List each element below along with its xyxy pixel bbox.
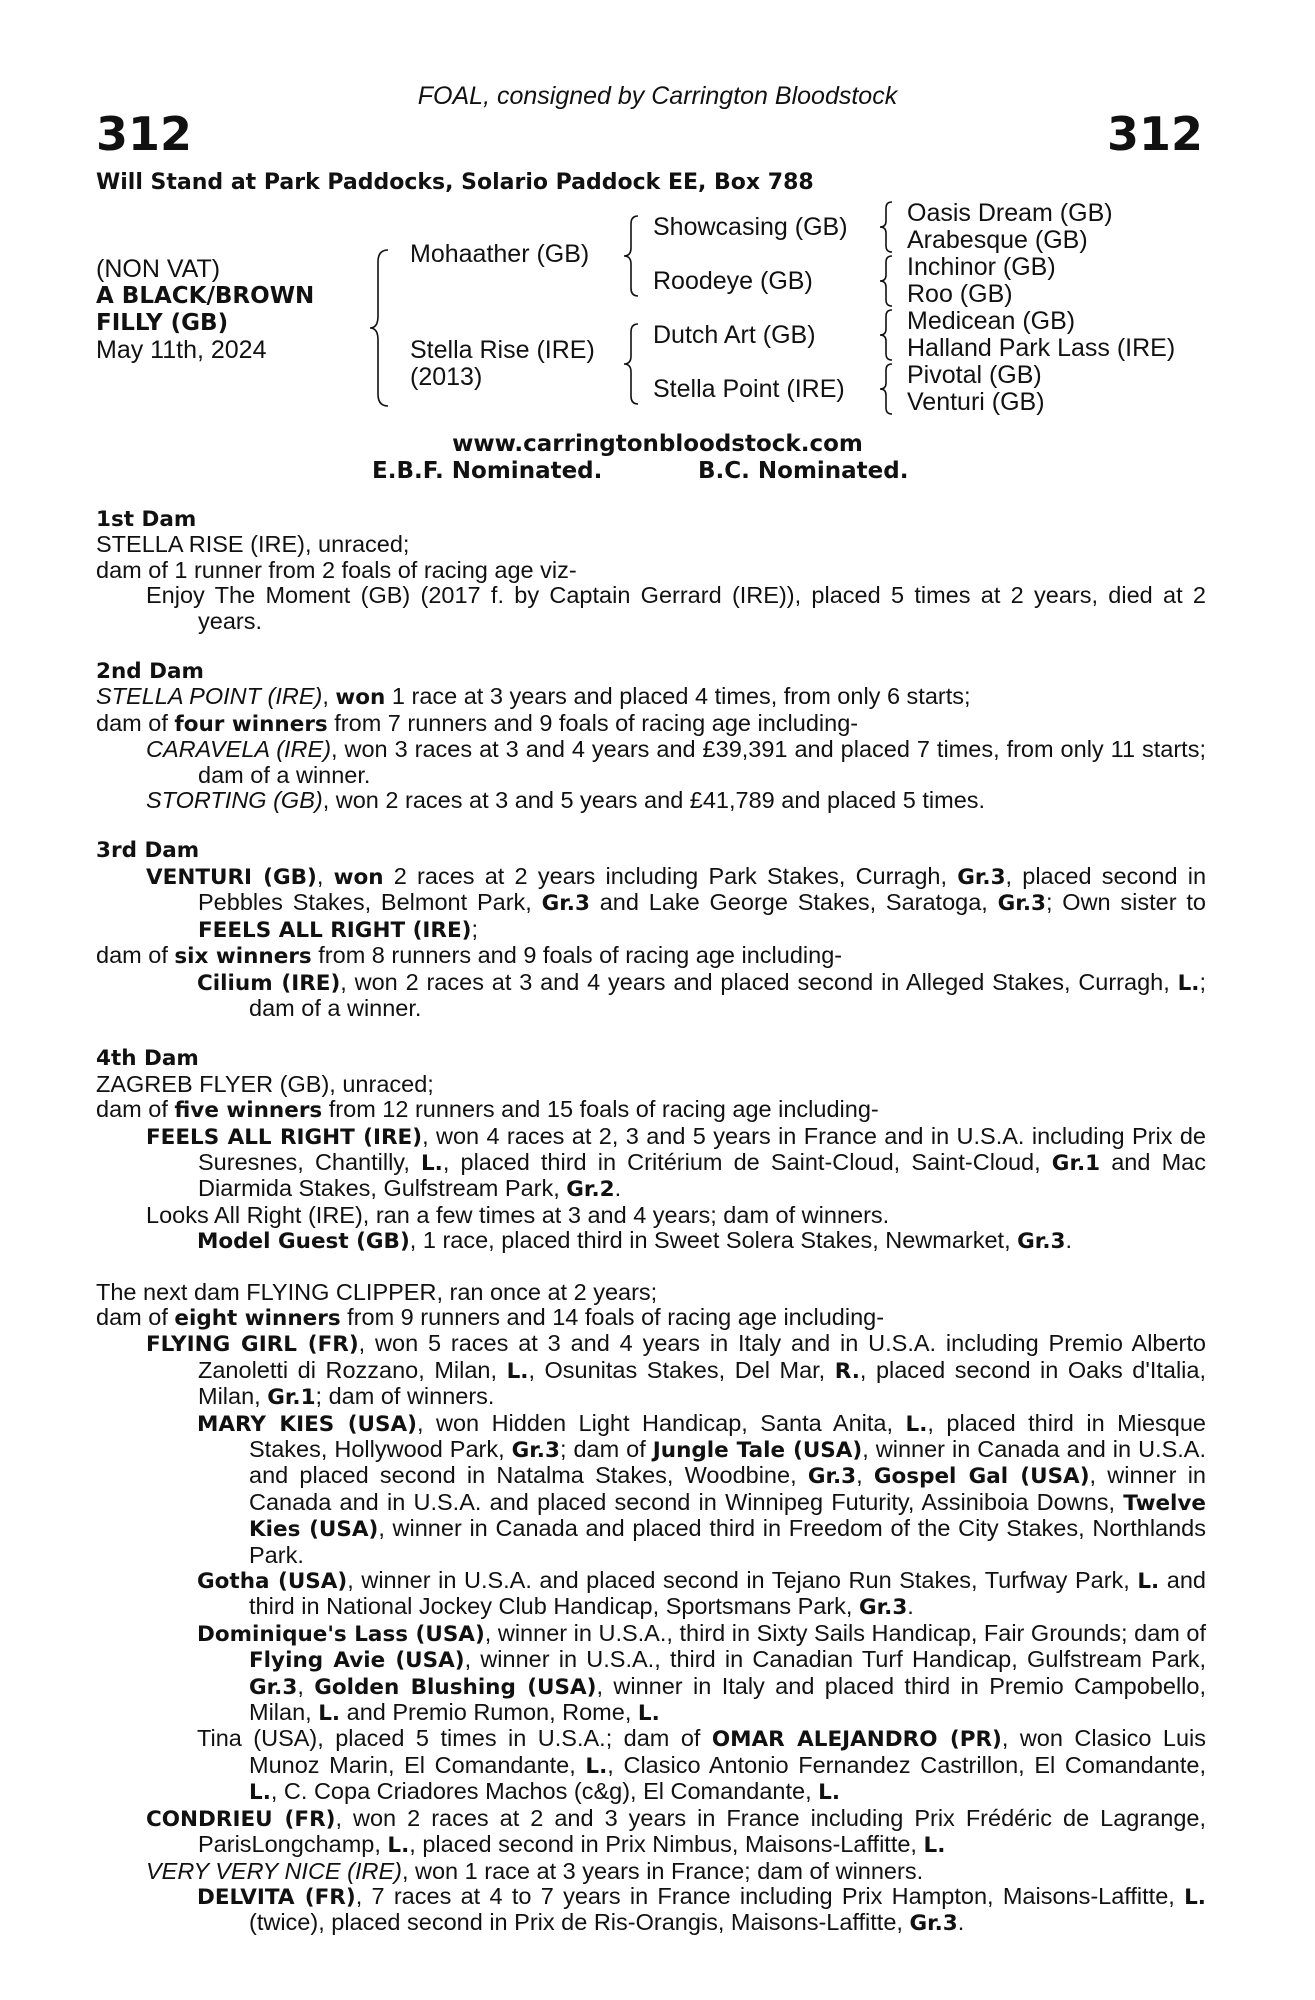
- stabling-location: Will Stand at Park Paddocks, Solario Paddock EE, Box 788: [96, 170, 814, 195]
- text-fragment: ,: [316, 862, 334, 889]
- text-fragment: , winner in Italy and placed third in Premio Campobello, Milan,: [249, 1672, 1206, 1726]
- pedigree-ds-dam: Halland Park Lass (IRE): [907, 334, 1176, 362]
- text-fragment: , won Hidden Light Handicap, Santa Anita,: [416, 1409, 906, 1436]
- next-dam-produce-dominiques-lass: [96, 1621, 1206, 1727]
- pedigree-sire: Mohaather (GB): [410, 240, 590, 268]
- first-dam-produce-summary: dam of 1 runner from 2 foals of racing age viz-: [96, 556, 577, 583]
- second-dam-produce-summary: [96, 711, 1206, 737]
- text-fragment: Gospel Gal (USA): [873, 1464, 1090, 1490]
- text-fragment: , Osunitas Stakes, Del Mar,: [528, 1356, 835, 1383]
- text-fragment: OMAR ALEJANDRO (PR): [711, 1727, 1002, 1753]
- first-dam-heading: 1st Dam: [96, 507, 197, 532]
- text-fragment: .: [614, 1175, 622, 1202]
- text-fragment: , won 2 races at 3 and 4 years and placed second in Alleged Stakes, Curragh,: [340, 968, 1178, 995]
- text-fragment: VERY VERY NICE (IRE): [146, 1857, 402, 1884]
- text-fragment: L.: [387, 1833, 410, 1859]
- text-fragment: six winners: [174, 944, 312, 970]
- text-fragment: Gr.1: [267, 1385, 316, 1411]
- text-fragment: L.: [1137, 1569, 1160, 1595]
- text-fragment: ,: [856, 1462, 874, 1489]
- third-dam-heading: 3rd Dam: [96, 838, 200, 864]
- text-fragment: Gr.3: [858, 1595, 908, 1621]
- pedigree-dd-sire: Pivotal (GB): [907, 361, 1042, 389]
- pedigree-ss-dam: Arabesque (GB): [907, 226, 1088, 254]
- next-dam-line: The next dam FLYING CLIPPER, ran once at 2 years;: [96, 1278, 658, 1305]
- text-fragment: , winner in Canada and placed third in Freedom of the City Stakes, Northlands Park.: [249, 1515, 1206, 1568]
- pedigree-sire-dam: Roodeye (GB): [653, 267, 813, 295]
- pedigree-dam-dam: Stella Point (IRE): [653, 375, 845, 403]
- text-fragment: Golden Blushing (USA): [314, 1674, 597, 1700]
- text-fragment: Model Guest (GB): [197, 1229, 410, 1255]
- text-fragment: , winner in Canada and in U.S.A. and placed second in Natalma Stakes, Woodbine,: [249, 1436, 1206, 1489]
- text-fragment: , winner in Canada and in U.S.A. and placed second in Winnipeg Futurity, Assiniboia Downs,: [249, 1462, 1206, 1515]
- text-fragment: Twelve Kies (USA): [249, 1490, 1206, 1543]
- text-fragment: Gr.3: [511, 1438, 560, 1463]
- text-fragment: L.: [923, 1833, 946, 1859]
- third-dam-produce-summary: [96, 943, 1206, 969]
- horse-description-2: FILLY (GB): [96, 310, 229, 336]
- text-fragment: STELLA POINT (IRE): [96, 683, 323, 710]
- text-fragment: , winner in U.S.A. and placed second in Tejano Run Stakes, Turfway Park,: [347, 1567, 1138, 1594]
- consignment-line: FOAL, consigned by Carrington Bloodstock: [417, 82, 898, 110]
- pedigree-brace-sire: [622, 214, 644, 298]
- text-fragment: Gr.3: [249, 1674, 298, 1700]
- second-dam-produce-caravela: [96, 737, 1206, 788]
- text-fragment: from 7 runners and 9 foals of racing age including-: [327, 709, 859, 736]
- text-fragment: , won 4 races at 2, 3 and 5 years in France and in U.S.A. including Prix de Suresnes, Chantilly,: [198, 1122, 1206, 1175]
- third-dam-produce-cilium: [96, 970, 1206, 1022]
- text-fragment: ;: [471, 915, 479, 942]
- text-fragment: ; Own sister to: [1045, 889, 1206, 916]
- pedigree-brace-ds: [878, 308, 898, 362]
- third-dam-line: [96, 864, 1206, 943]
- text-fragment: dam of: [96, 1303, 175, 1330]
- text-fragment: L.: [818, 1780, 841, 1806]
- text-fragment: , placed second in Pebbles Stakes, Belmont Park,: [198, 862, 1207, 916]
- text-fragment: Gr.3: [541, 891, 590, 917]
- pedigree-sd-sire: Inchinor (GB): [907, 253, 1056, 281]
- next-dam-produce-flying-girl: [96, 1331, 1206, 1410]
- text-fragment: four winners: [174, 711, 328, 737]
- fourth-dam-heading: 4th Dam: [96, 1046, 199, 1072]
- text-fragment: Gr.1: [1051, 1150, 1101, 1176]
- text-fragment: , won 2 races at 3 and 5 years and £41,789 and placed 5 times.: [322, 787, 986, 814]
- pedigree-ss-sire: Oasis Dream (GB): [907, 199, 1113, 227]
- fourth-dam-produce-looks-all-right: Looks All Right (IRE), ran a few times at 3 and 4 years; dam of winners.: [146, 1201, 890, 1228]
- pedigree-brace-main: [368, 248, 394, 408]
- text-fragment: dam of: [96, 942, 175, 969]
- text-fragment: Cilium (IRE): [197, 970, 341, 996]
- text-fragment: CARAVELA (IRE): [146, 736, 332, 763]
- text-fragment: , won 2 races at 2 and 3 years in France including Prix Frédéric de Lagrange, ParisLongchamp,: [198, 1804, 1206, 1858]
- lot-number-right: 312: [1106, 107, 1203, 161]
- text-fragment: Gr.3: [807, 1464, 857, 1490]
- text-fragment: L.: [1177, 970, 1200, 996]
- second-dam-line: [96, 684, 1206, 710]
- text-fragment: and Lake George Stakes, Saratoga,: [589, 889, 998, 916]
- text-fragment: , Clasico Antonio Fernandez Castrillon, El Comandante,: [607, 1751, 1206, 1778]
- text-fragment: L.: [637, 1701, 660, 1727]
- text-fragment: , placed third in Miesque Stakes, Hollywood Park,: [249, 1409, 1206, 1462]
- text-fragment: (twice), placed second in Prix de Ris-Orangis, Maisons-Laffitte,: [249, 1909, 910, 1936]
- fourth-dam-produce-model-guest: [96, 1228, 1206, 1254]
- text-fragment: .: [1065, 1227, 1072, 1254]
- text-fragment: , winner in U.S.A., third in Sixty Sails Handicap, Fair Grounds; dam of: [484, 1619, 1206, 1646]
- text-fragment: dam of: [96, 709, 175, 736]
- next-dam-produce-summary: [96, 1305, 1206, 1331]
- text-fragment: .: [907, 1593, 914, 1620]
- text-fragment: L.: [420, 1150, 443, 1176]
- text-fragment: eight winners: [174, 1305, 341, 1331]
- text-fragment: ; dam of a winner.: [249, 968, 1206, 1021]
- text-fragment: ,: [322, 683, 336, 710]
- text-fragment: Tina (USA), placed 5 times in U.S.A.; dam of: [197, 1725, 712, 1752]
- consignor-website: www.carringtonbloodstock.com: [452, 431, 863, 457]
- text-fragment: Dominique's Lass (USA): [197, 1621, 485, 1647]
- pedigree-dam-sire: Dutch Art (GB): [653, 321, 816, 349]
- text-fragment: L.: [585, 1753, 608, 1779]
- text-fragment: , placed second in Prix Nimbus, Maisons-Laffitte,: [409, 1831, 924, 1858]
- text-fragment: , winner in U.S.A., third in Canadian Turf Handicap, Gulfstream Park,: [464, 1646, 1206, 1673]
- next-dam-produce-tina: [96, 1726, 1206, 1805]
- horse-description-1: A BLACK/BROWN: [96, 283, 315, 309]
- next-dam-produce-very-very-nice: [96, 1859, 1206, 1884]
- pedigree-dam: Stella Rise (IRE): [410, 336, 595, 364]
- second-dam-produce-storting: [96, 788, 1206, 813]
- next-dam-produce-condrieu: [96, 1806, 1206, 1859]
- text-fragment: Gotha (USA): [197, 1569, 348, 1595]
- second-dam-heading: 2nd Dam: [96, 659, 204, 685]
- text-fragment: VENTURI (GB): [146, 864, 317, 890]
- fourth-dam-line: ZAGREB FLYER (GB), unraced;: [96, 1070, 434, 1097]
- pedigree-brace-dd: [878, 362, 898, 416]
- text-fragment: , placed second in Oaks d'Italia, Milan,: [198, 1356, 1206, 1410]
- next-dam-produce-delvita: [96, 1884, 1206, 1937]
- pedigree-dd-dam: Venturi (GB): [907, 388, 1045, 416]
- first-dam-line: STELLA RISE (IRE), unraced;: [96, 531, 410, 558]
- text-fragment: from 9 runners and 14 foals of racing age including-: [340, 1303, 885, 1330]
- ebf-nominated: E.B.F. Nominated.: [372, 458, 603, 484]
- text-fragment: 2 races at 2 years including Park Stakes, Curragh,: [383, 862, 958, 889]
- vat-status: (NON VAT): [96, 255, 221, 283]
- text-fragment: CONDRIEU (FR): [146, 1806, 336, 1832]
- pedigree-ds-sire: Medicean (GB): [907, 307, 1076, 335]
- text-fragment: , 1 race, placed third in Sweet Solera Stakes, Newmarket,: [409, 1227, 1018, 1254]
- text-fragment: , 7 races at 4 to 7 years in France including Prix Hampton, Maisons-Laffitte,: [355, 1882, 1185, 1909]
- text-fragment: .: [957, 1909, 965, 1936]
- text-fragment: Gr.2: [566, 1177, 615, 1203]
- text-fragment: , C. Copa Criadores Machos (c&g), El Comandante,: [270, 1778, 819, 1805]
- text-fragment: Gr.3: [1017, 1229, 1066, 1255]
- text-fragment: MARY KIES (USA): [197, 1411, 417, 1437]
- text-fragment: Jungle Tale (USA): [652, 1438, 863, 1463]
- text-fragment: L.: [506, 1358, 529, 1384]
- next-dam-produce-mary-kies: [96, 1411, 1206, 1568]
- text-fragment: , won 1 race at 3 years in France; dam of winners.: [401, 1857, 924, 1884]
- text-fragment: from 12 runners and 15 foals of racing age including-: [322, 1096, 879, 1123]
- pedigree-sire-sire: Showcasing (GB): [653, 213, 848, 241]
- text-fragment: ; dam of: [559, 1436, 653, 1462]
- text-fragment: FEELS ALL RIGHT (IRE): [146, 1124, 423, 1150]
- foaling-date: May 11th, 2024: [96, 336, 267, 364]
- text-fragment: Gr.3: [909, 1911, 958, 1937]
- text-fragment: won: [335, 685, 386, 711]
- pedigree-brace-sd: [878, 254, 898, 308]
- text-fragment: FEELS ALL RIGHT (IRE): [198, 917, 472, 943]
- text-fragment: and Premio Rumon, Rome,: [340, 1699, 638, 1726]
- text-fragment: won: [333, 864, 384, 890]
- text-fragment: 1 race at 3 years and placed 4 times, from only 6 starts;: [385, 683, 971, 710]
- text-fragment: and third in National Jockey Club Handicap, Sportsmans Park,: [249, 1567, 1206, 1620]
- text-fragment: and Mac Diarmida Stakes, Gulfstream Park,: [198, 1148, 1206, 1202]
- text-fragment: from 8 runners and 9 foals of racing age including-: [311, 942, 843, 969]
- next-dam-produce-gotha: [96, 1568, 1206, 1621]
- text-fragment: L.: [1184, 1884, 1206, 1910]
- text-fragment: ; dam of winners.: [315, 1383, 495, 1410]
- text-fragment: Flying Avie (USA): [249, 1648, 465, 1674]
- catalogue-body: [96, 507, 1206, 1937]
- pedigree-sd-dam: Roo (GB): [907, 280, 1013, 308]
- text-fragment: L.: [318, 1701, 341, 1727]
- text-fragment: L.: [905, 1411, 928, 1437]
- pedigree-brace-ss: [878, 200, 898, 254]
- text-fragment: STORTING (GB): [146, 787, 323, 814]
- text-fragment: ,: [297, 1672, 315, 1699]
- lot-number-left: 312: [96, 107, 193, 161]
- pedigree-dam-year: (2013): [410, 363, 483, 391]
- text-fragment: , won 5 races at 3 and 4 years in Italy and in U.S.A. including Premio Alberto Zanoletti di Rozzano, Milan,: [198, 1330, 1206, 1383]
- text-fragment: , won 3 races at 3 and 4 years and £39,391 and placed 7 times, from only 11 starts; dam of a winner.: [198, 736, 1206, 788]
- text-fragment: Gr.3: [997, 891, 1046, 917]
- text-fragment: L.: [249, 1780, 271, 1806]
- text-fragment: dam of: [96, 1096, 175, 1123]
- text-fragment: DELVITA (FR): [197, 1884, 356, 1910]
- text-fragment: , placed third in Critérium de Saint-Cloud, Saint-Cloud,: [442, 1148, 1052, 1175]
- bc-nominated: B.C. Nominated.: [698, 458, 909, 484]
- text-fragment: five winners: [174, 1098, 323, 1124]
- pedigree-brace-dam: [622, 322, 644, 406]
- text-fragment: Gr.3: [957, 864, 1006, 890]
- fourth-dam-produce-feels-all-right: [96, 1124, 1206, 1203]
- text-fragment: , won Clasico Luis Munoz Marin, El Comandante,: [249, 1725, 1207, 1778]
- text-fragment: FLYING GIRL (FR): [146, 1332, 359, 1358]
- first-dam-produce: Enjoy The Moment (GB) (2017 f. by Captain Gerrard (IRE)), placed 5 times at 2 years, died at 2 years.: [146, 582, 1206, 634]
- fourth-dam-produce-summary: [96, 1097, 1206, 1123]
- text-fragment: R.: [834, 1358, 860, 1384]
